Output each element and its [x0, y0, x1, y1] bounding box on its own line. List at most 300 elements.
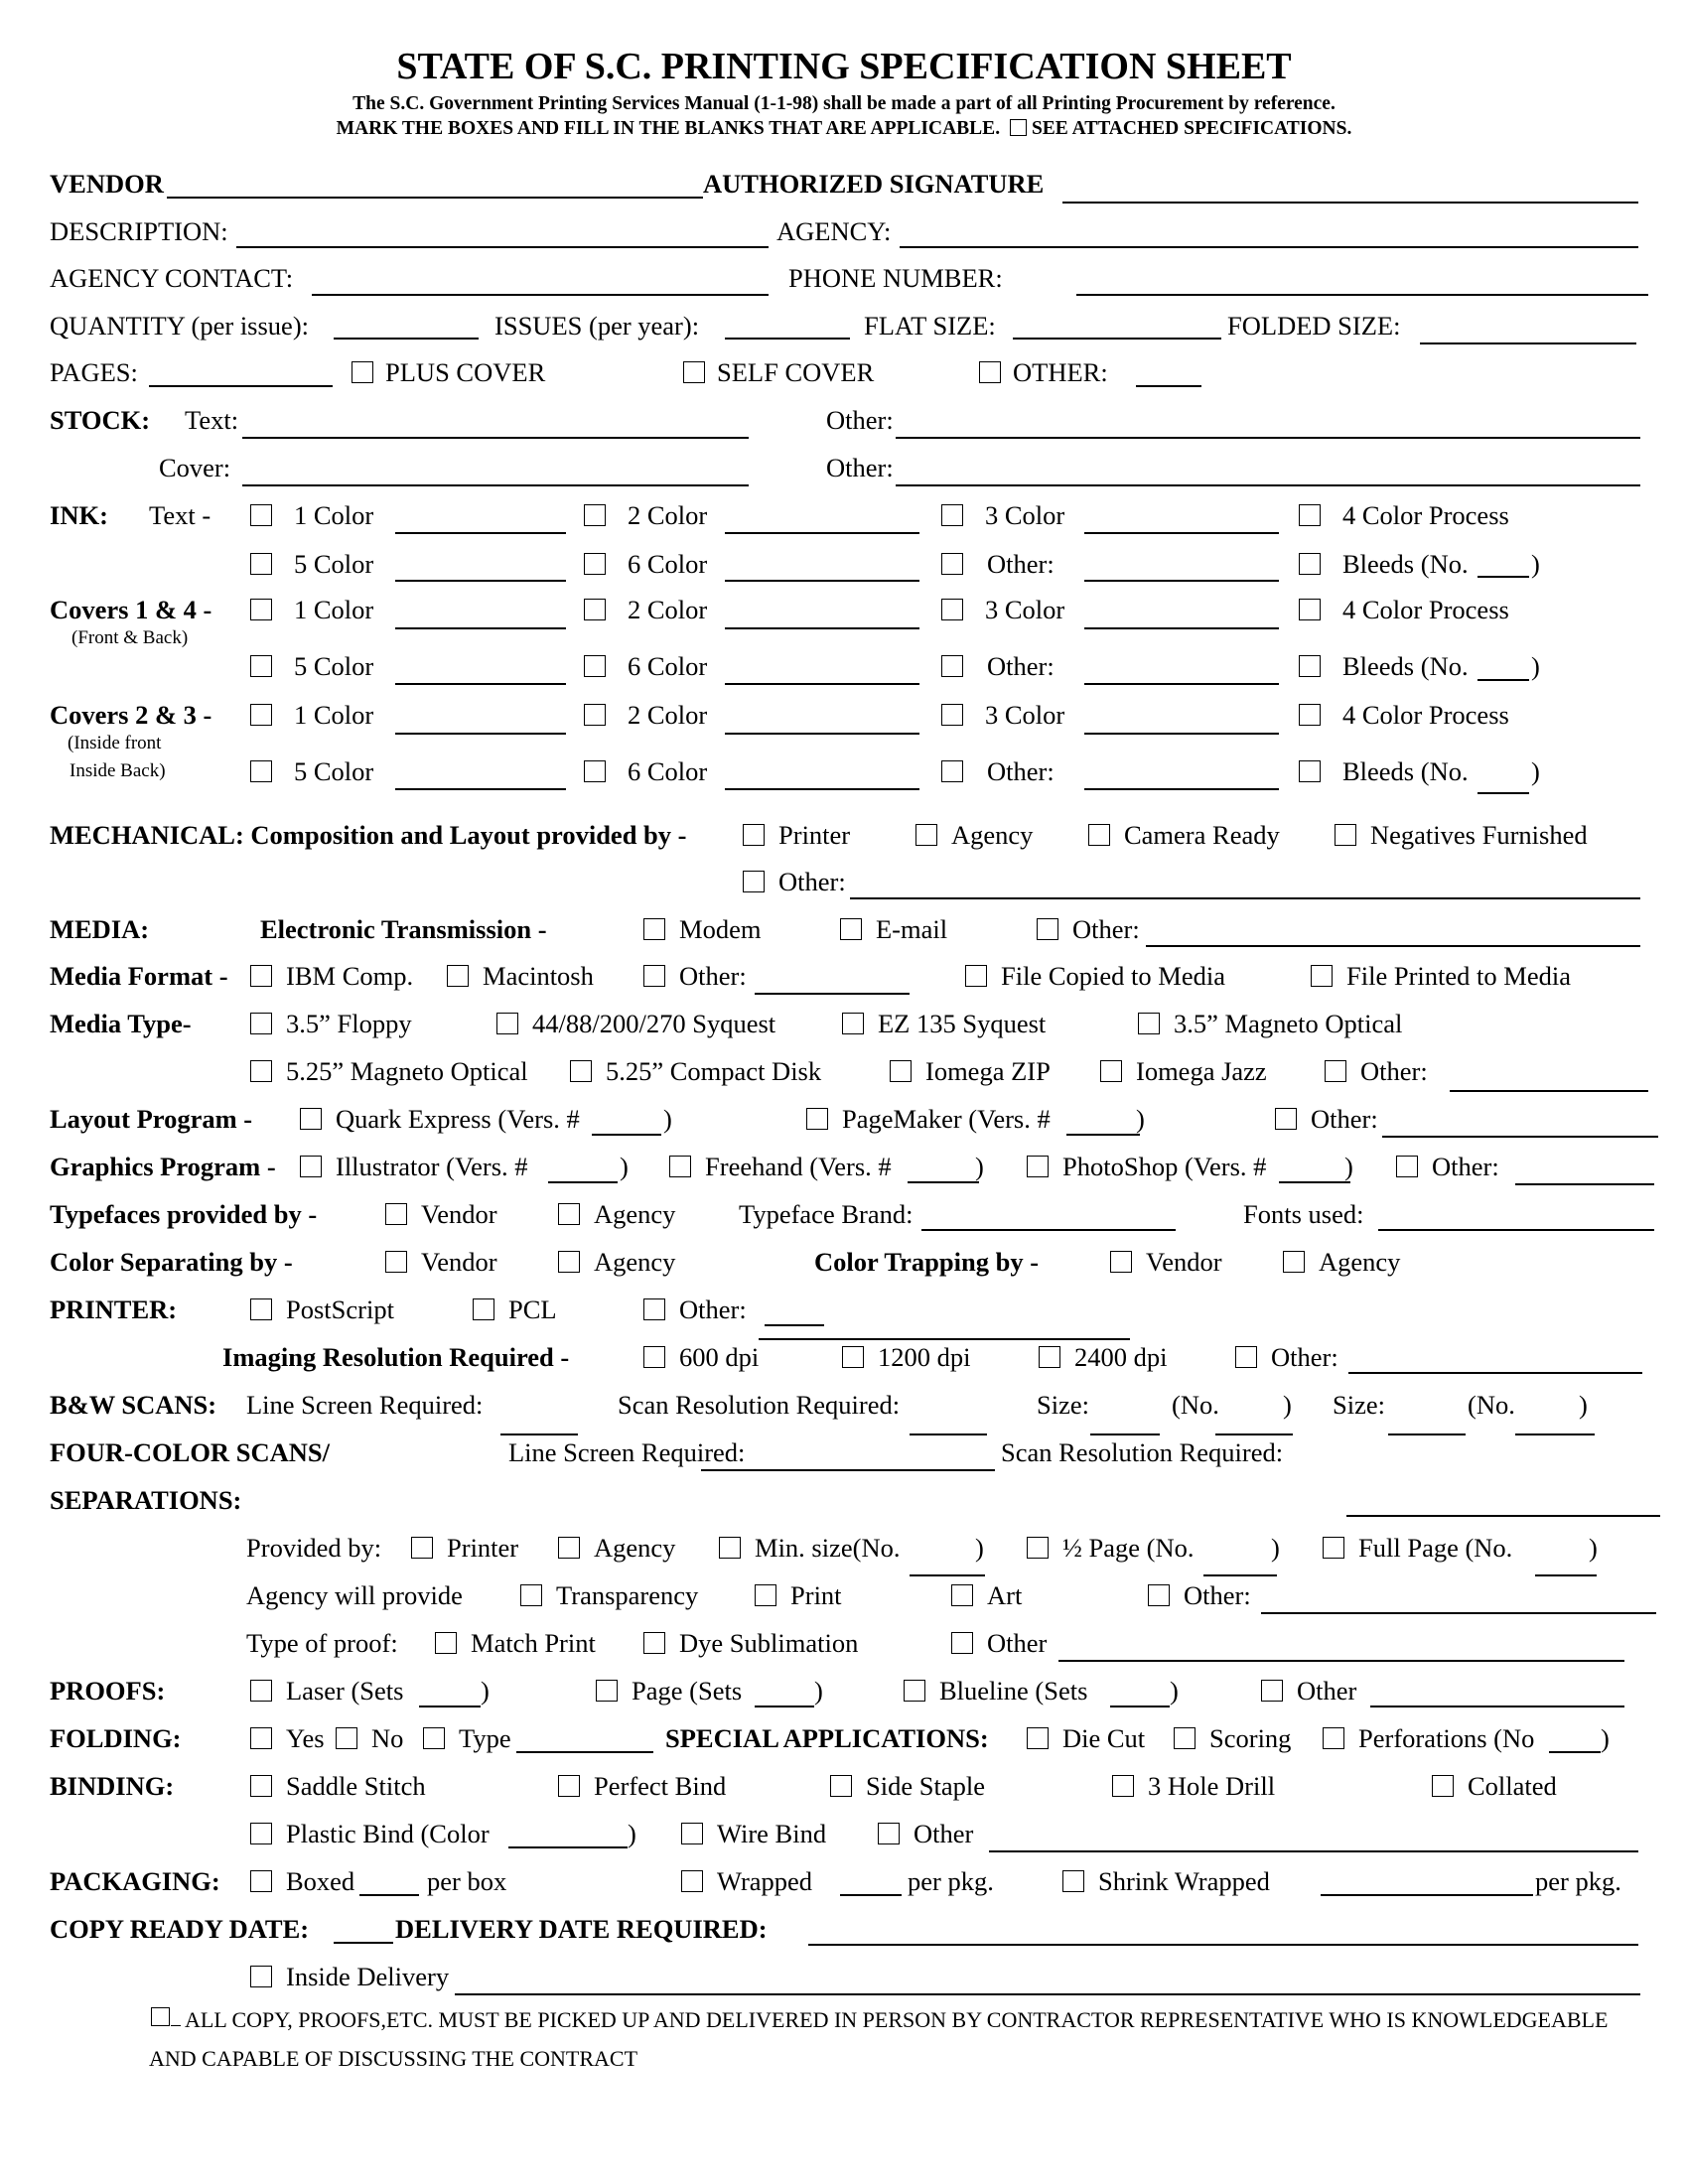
dpi-other-checkbox[interactable] [1235, 1346, 1257, 1368]
description-label: DESCRIPTION: [50, 216, 228, 246]
proof-type-other-field[interactable] [1058, 1660, 1624, 1662]
bw-no-field-2[interactable] [1515, 1433, 1595, 1435]
provide-art-checkbox[interactable] [951, 1584, 973, 1606]
perforations-paren: ) [1601, 1723, 1610, 1753]
ink-c23-6color-checkbox[interactable] [584, 760, 606, 782]
ink-c23-bleeds-paren: ) [1531, 756, 1540, 786]
stock-text-field[interactable] [242, 437, 749, 439]
proofs-page-checkbox[interactable] [596, 1680, 618, 1702]
dpi600-label: 600 dpi [679, 1342, 760, 1372]
ink-c23-bleeds-checkbox[interactable] [1299, 760, 1321, 782]
stock-cover-field[interactable] [242, 484, 749, 486]
ink-text-4color-checkbox[interactable] [1299, 504, 1321, 526]
full-page-paren: ) [1589, 1533, 1598, 1563]
ink-text-3color-label: 3 Color [985, 500, 1065, 530]
proofs-blueline-paren: ) [1170, 1676, 1179, 1706]
min-size-checkbox[interactable] [719, 1537, 741, 1559]
media-modem-checkbox[interactable] [643, 918, 665, 940]
bw-scan-resolution-label: Scan Resolution Required: [618, 1390, 901, 1420]
fonts-used-field[interactable] [1378, 1229, 1654, 1231]
folding-type-label: Type [459, 1723, 511, 1753]
ink-text-bleeds-field[interactable] [1477, 576, 1529, 578]
fc-scan-resolution-label: Scan Resolution Required: [1001, 1437, 1284, 1467]
packaging-wrapped-label: Wrapped [717, 1866, 813, 1896]
full-page-checkbox[interactable] [1323, 1537, 1344, 1559]
fc-line-screen-label: Line Screen Required: [508, 1437, 746, 1467]
mechanical-camera-ready-label: Camera Ready [1124, 820, 1280, 850]
printer-other-field[interactable] [765, 1324, 824, 1326]
printer-postscript-checkbox[interactable] [250, 1298, 272, 1320]
ink-c23-5color-checkbox[interactable] [250, 760, 272, 782]
ink-c23-bleeds-label: Bleeds (No. [1342, 756, 1469, 786]
layout-program-label: Layout Program - [50, 1104, 253, 1134]
agency-field[interactable] [900, 246, 1638, 248]
layout-other-checkbox[interactable] [1275, 1108, 1297, 1130]
layout-quark-checkbox[interactable] [300, 1108, 322, 1130]
bw-line-screen-field[interactable] [500, 1433, 578, 1435]
media-type-label: Media Type- [50, 1009, 192, 1038]
ink-c23-1color-label: 1 Color [294, 700, 374, 730]
graphics-illustrator-label: Illustrator (Vers. # [336, 1152, 528, 1181]
proofs-other-field[interactable] [1370, 1706, 1624, 1707]
ink-c14-bleeds-field[interactable] [1477, 679, 1529, 681]
ink-c14-6color-checkbox[interactable] [584, 655, 606, 677]
printer-pcl-checkbox[interactable] [473, 1298, 494, 1320]
type-jazz-label: Iomega Jazz [1136, 1056, 1267, 1086]
type-zip-checkbox[interactable] [890, 1060, 912, 1082]
ink-text-5color-field[interactable] [395, 580, 566, 582]
printer-pcl-label: PCL [508, 1295, 557, 1324]
provided-printer-checkbox[interactable] [411, 1537, 433, 1559]
proofs-laser-label: Laser (Sets [286, 1676, 404, 1706]
electronic-transmission-label: Electronic Transmission - [260, 914, 547, 944]
type-cd525-checkbox[interactable] [570, 1060, 592, 1082]
type-cd525-label: 5.25” Compact Disk [606, 1056, 822, 1086]
media-format-label: Media Format - [50, 961, 228, 991]
packaging-label: PACKAGING: [50, 1866, 220, 1896]
issues-field[interactable] [725, 338, 850, 340]
covers23-label: Covers 2 & 3 - [50, 700, 212, 730]
packaging-shrink-checkbox[interactable] [1062, 1870, 1084, 1892]
separating-vendor-checkbox[interactable] [385, 1251, 407, 1273]
separations-label: SEPARATIONS: [50, 1485, 242, 1515]
layout-pagemaker-version-field[interactable] [1066, 1134, 1140, 1136]
format-ibm-label: IBM Comp. [286, 961, 414, 991]
provide-print-checkbox[interactable] [755, 1584, 776, 1606]
attached-specs-checkbox[interactable] [1010, 119, 1027, 136]
issues-label: ISSUES (per year): [494, 311, 700, 341]
min-size-paren: ) [975, 1533, 984, 1563]
trapping-vendor-checkbox[interactable] [1110, 1251, 1132, 1273]
ink-text-2color-checkbox[interactable] [584, 504, 606, 526]
binding-wire-checkbox[interactable] [681, 1823, 703, 1844]
scoring-checkbox[interactable] [1174, 1727, 1196, 1749]
bw-size-field-2[interactable] [1388, 1433, 1466, 1435]
binding-other-checkbox[interactable] [878, 1823, 900, 1844]
footer-acknowledge-checkbox[interactable] [151, 2007, 170, 2026]
printer-other-checkbox[interactable] [643, 1298, 665, 1320]
ink-c14-bleeds-label: Bleeds (No. [1342, 651, 1469, 681]
ink-text-6color-field[interactable] [725, 580, 919, 582]
dpi-other-field[interactable] [1348, 1372, 1642, 1374]
typefaces-agency-label: Agency [594, 1199, 676, 1229]
media-other-checkbox[interactable] [1037, 918, 1058, 940]
inside-delivery-field[interactable] [455, 1993, 1640, 1995]
printer-other-label: Other: [679, 1295, 747, 1324]
type-mo35-label: 3.5” Magneto Optical [1174, 1009, 1403, 1038]
graphics-other-field[interactable] [1515, 1183, 1654, 1185]
layout-other-field[interactable] [1382, 1136, 1658, 1138]
half-page-paren: ) [1271, 1533, 1280, 1563]
format-mac-checkbox[interactable] [447, 965, 469, 987]
ink-c14-3color-checkbox[interactable] [941, 599, 963, 620]
proofs-blueline-checkbox[interactable] [904, 1680, 925, 1702]
ink-text-3color-checkbox[interactable] [941, 504, 963, 526]
other-cover-label: OTHER: [1013, 357, 1108, 387]
ink-label: INK: [50, 500, 108, 530]
graphics-freehand-checkbox[interactable] [669, 1156, 691, 1177]
type-other-field[interactable] [1450, 1090, 1648, 1092]
layout-pagemaker-checkbox[interactable] [806, 1108, 828, 1130]
graphics-freehand-label: Freehand (Vers. # [705, 1152, 892, 1181]
bw-size-label-1: Size: [1037, 1390, 1089, 1420]
mechanical-other-field[interactable] [850, 897, 1640, 899]
provided-by-label: Provided by: [246, 1533, 382, 1563]
stock-cover-other-field[interactable] [896, 484, 1640, 486]
folding-yes-checkbox[interactable] [250, 1727, 272, 1749]
binding-hole-drill-checkbox[interactable] [1112, 1775, 1134, 1797]
layout-quark-paren: ) [663, 1104, 672, 1134]
match-print-checkbox[interactable] [435, 1632, 457, 1654]
media-other-field[interactable] [1146, 945, 1640, 947]
type-mo525-checkbox[interactable] [250, 1060, 272, 1082]
packaging-wrapped-checkbox[interactable] [681, 1870, 703, 1892]
layout-quark-version-field[interactable] [592, 1134, 661, 1136]
binding-other-label: Other [914, 1819, 974, 1848]
binding-plastic-checkbox[interactable] [250, 1823, 272, 1844]
min-size-field[interactable] [910, 1574, 985, 1576]
perforations-field[interactable] [1549, 1751, 1601, 1753]
binding-perfect-checkbox[interactable] [558, 1775, 580, 1797]
graphics-illustrator-paren: ) [620, 1152, 629, 1181]
ink-text-label: Text - [149, 500, 211, 530]
binding-saddle-label: Saddle Stitch [286, 1771, 426, 1801]
media-email-checkbox[interactable] [840, 918, 862, 940]
ink-c14-bleeds-checkbox[interactable] [1299, 655, 1321, 677]
packaging-boxed-checkbox[interactable] [250, 1870, 272, 1892]
ink-c14-1color-checkbox[interactable] [250, 599, 272, 620]
trapping-agency-checkbox[interactable] [1283, 1251, 1305, 1273]
packaging-shrink-label: Shrink Wrapped [1098, 1866, 1270, 1896]
ink-text-3color-field[interactable] [1084, 532, 1279, 534]
copy-ready-date-field[interactable] [334, 1942, 393, 1944]
ink-c23-1color-checkbox[interactable] [250, 704, 272, 726]
delivery-date-label: DELIVERY DATE REQUIRED: [395, 1914, 768, 1944]
separating-vendor-label: Vendor [421, 1247, 497, 1277]
media-email-label: E-mail [876, 914, 948, 944]
bw-no-paren-2: ) [1579, 1390, 1588, 1420]
vendor-field[interactable] [167, 197, 703, 199]
packaging-per-box-label: per box [427, 1866, 507, 1896]
typefaces-vendor-label: Vendor [421, 1199, 497, 1229]
type-jazz-checkbox[interactable] [1100, 1060, 1122, 1082]
media-other-label: Other: [1072, 914, 1140, 944]
mechanical-other-label: Other: [778, 867, 846, 896]
mechanical-negatives-checkbox[interactable] [1335, 824, 1356, 846]
folded-size-field[interactable] [1420, 342, 1636, 344]
provided-agency-checkbox[interactable] [558, 1537, 580, 1559]
stock-label: STOCK: [50, 405, 151, 435]
dpi2400-checkbox[interactable] [1039, 1346, 1060, 1368]
ink-text-other-field[interactable] [1084, 580, 1279, 582]
attached-specs-label: SEE ATTACHED SPECIFICATIONS. [1031, 118, 1352, 139]
ink-c23-3color-field[interactable] [1084, 733, 1279, 735]
ink-c14-other-checkbox[interactable] [941, 655, 963, 677]
ink-c14-5color-checkbox[interactable] [250, 655, 272, 677]
ink-c14-5color-field[interactable] [395, 683, 566, 685]
ink-text-5color-checkbox[interactable] [250, 553, 272, 575]
full-page-field[interactable] [1535, 1574, 1597, 1576]
graphics-photoshop-checkbox[interactable] [1027, 1156, 1049, 1177]
separating-agency-checkbox[interactable] [558, 1251, 580, 1273]
type-zip-label: Iomega ZIP [925, 1056, 1051, 1086]
ink-text-2color-field[interactable] [725, 532, 919, 534]
min-size-label: Min. size(No. [755, 1533, 901, 1563]
proofs-label: PROOFS: [50, 1676, 166, 1706]
format-other-checkbox[interactable] [643, 965, 665, 987]
instruction-note [0, 119, 1688, 139]
bw-scan-resolution-field[interactable] [910, 1433, 987, 1435]
ink-c23-bleeds-field[interactable] [1477, 792, 1529, 794]
vendor-label: VENDOR [50, 169, 164, 199]
packaging-wrapped-field[interactable] [840, 1894, 902, 1896]
proofs-other-checkbox[interactable] [1261, 1680, 1283, 1702]
printer-postscript-label: PostScript [286, 1295, 394, 1324]
graphics-other-checkbox[interactable] [1396, 1156, 1418, 1177]
pages-label: PAGES: [50, 357, 138, 387]
ink-text-1color-field[interactable] [395, 532, 566, 534]
format-printed-checkbox[interactable] [1311, 965, 1333, 987]
ink-c14-4color-checkbox[interactable] [1299, 599, 1321, 620]
type-syquest-checkbox[interactable] [496, 1013, 518, 1034]
media-modem-label: Modem [679, 914, 762, 944]
dpi1200-checkbox[interactable] [842, 1346, 864, 1368]
ink-c14-6color-field[interactable] [725, 683, 919, 685]
trapping-vendor-label: Vendor [1146, 1247, 1222, 1277]
die-cut-label: Die Cut [1062, 1723, 1146, 1753]
proofs-page-paren: ) [814, 1676, 823, 1706]
plus-cover-label: PLUS COVER [385, 357, 546, 387]
mechanical-agency-checkbox[interactable] [915, 824, 937, 846]
provide-transparency-checkbox[interactable] [520, 1584, 542, 1606]
half-page-field[interactable] [1203, 1574, 1277, 1576]
self-cover-label: SELF COVER [717, 357, 875, 387]
imaging-resolution-label: Imaging Resolution Required - [222, 1342, 570, 1372]
format-ibm-checkbox[interactable] [250, 965, 272, 987]
page-title: STATE OF S.C. PRINTING SPECIFICATION SHEET [396, 46, 1292, 87]
graphics-freehand-version-field[interactable] [908, 1181, 979, 1183]
mechanical-label: MECHANICAL: Composition and Layout provided by - [50, 820, 687, 850]
ink-text-2color-label: 2 Color [628, 500, 708, 530]
folding-type-field[interactable] [516, 1751, 653, 1753]
graphics-freehand-paren: ) [975, 1152, 984, 1181]
inside-delivery-label: Inside Delivery [286, 1962, 450, 1991]
provide-other-checkbox[interactable] [1148, 1584, 1170, 1606]
other-cover-checkbox[interactable] [979, 361, 1001, 383]
four-color-scans-label: FOUR-COLOR SCANS/ [50, 1437, 330, 1467]
ink-c23-other-label: Other: [987, 756, 1055, 786]
authorized-signature-field[interactable] [1062, 202, 1638, 204]
footer-checkbox-underline [171, 2025, 181, 2026]
mechanical-printer-checkbox[interactable] [743, 824, 765, 846]
perforations-checkbox[interactable] [1323, 1727, 1344, 1749]
folding-no-label: No [371, 1723, 404, 1753]
type-mo35-checkbox[interactable] [1138, 1013, 1160, 1034]
ink-c23-other-field[interactable] [1084, 788, 1279, 790]
folding-label: FOLDING: [50, 1723, 182, 1753]
typefaces-agency-checkbox[interactable] [558, 1203, 580, 1225]
inside-delivery-checkbox[interactable] [250, 1966, 272, 1987]
ink-c23-5color-label: 5 Color [294, 756, 374, 786]
binding-wire-label: Wire Bind [717, 1819, 827, 1848]
provide-other-label: Other: [1184, 1580, 1251, 1610]
flat-size-field[interactable] [1013, 338, 1221, 340]
provide-art-label: Art [987, 1580, 1023, 1610]
self-cover-checkbox[interactable] [683, 361, 705, 383]
binding-label: BINDING: [50, 1771, 175, 1801]
agency-provide-label: Agency will provide [246, 1580, 463, 1610]
ink-c14-2color-checkbox[interactable] [584, 599, 606, 620]
dpi600-checkbox[interactable] [643, 1346, 665, 1368]
format-other-field[interactable] [755, 993, 910, 995]
folding-no-checkbox[interactable] [336, 1727, 357, 1749]
ink-c14-2color-field[interactable] [725, 627, 919, 629]
quantity-field[interactable] [334, 338, 479, 340]
packaging-boxed-label: Boxed [286, 1866, 355, 1896]
format-printed-label: File Printed to Media [1346, 961, 1571, 991]
fc-scan-resolution-field[interactable] [1346, 1515, 1660, 1517]
typefaces-vendor-checkbox[interactable] [385, 1203, 407, 1225]
die-cut-checkbox[interactable] [1027, 1727, 1049, 1749]
ink-c23-5color-field[interactable] [395, 788, 566, 790]
type-floppy-checkbox[interactable] [250, 1013, 272, 1034]
graphics-photoshop-version-field[interactable] [1279, 1181, 1350, 1183]
proofs-page-label: Page (Sets [632, 1676, 743, 1706]
stock-text-other-label: Other: [826, 405, 894, 435]
manual-note: The S.C. Government Printing Services Manual (1-1-98) shall be made a part of all Printing Procurement by reference. [352, 93, 1336, 114]
format-mac-label: Macintosh [483, 961, 594, 991]
trapping-agency-label: Agency [1319, 1247, 1401, 1277]
binding-other-field[interactable] [989, 1850, 1638, 1852]
ink-c23-3color-label: 3 Color [985, 700, 1065, 730]
proofs-laser-checkbox[interactable] [250, 1680, 272, 1702]
packaging-shrink-field[interactable] [1321, 1894, 1533, 1896]
description-field[interactable] [236, 246, 769, 248]
printer-label: PRINTER: [50, 1295, 178, 1324]
ink-c14-4color-label: 4 Color Process [1342, 595, 1509, 624]
plus-cover-checkbox[interactable] [352, 361, 373, 383]
proofs-laser-field[interactable] [419, 1706, 481, 1707]
layout-pagemaker-label: PageMaker (Vers. # [842, 1104, 1051, 1134]
type-other-checkbox[interactable] [1325, 1060, 1346, 1082]
half-page-checkbox[interactable] [1027, 1537, 1049, 1559]
binding-side-staple-checkbox[interactable] [830, 1775, 852, 1797]
ink-text-other-label: Other: [987, 549, 1055, 579]
graphics-illustrator-version-field[interactable] [548, 1181, 618, 1183]
proofs-blueline-field[interactable] [1110, 1706, 1170, 1707]
provided-printer-label: Printer [447, 1533, 519, 1563]
ink-text-other-checkbox[interactable] [941, 553, 963, 575]
dpi1200-label: 1200 dpi [878, 1342, 971, 1372]
proof-type-other-label: Other [987, 1628, 1048, 1658]
format-other-label: Other: [679, 961, 747, 991]
proofs-other-label: Other [1297, 1676, 1357, 1706]
ink-c23-3color-checkbox[interactable] [941, 704, 963, 726]
proof-type-other-checkbox[interactable] [951, 1632, 973, 1654]
binding-plastic-paren: ) [628, 1819, 636, 1848]
packaging-boxed-field[interactable] [359, 1894, 419, 1896]
binding-collated-checkbox[interactable] [1432, 1775, 1454, 1797]
dye-sub-label: Dye Sublimation [679, 1628, 859, 1658]
ink-c23-1color-field[interactable] [395, 733, 566, 735]
typeface-brand-field[interactable] [921, 1229, 1176, 1231]
ink-c23-other-checkbox[interactable] [941, 760, 963, 782]
scoring-label: Scoring [1209, 1723, 1292, 1753]
proofs-page-field[interactable] [755, 1706, 814, 1707]
mechanical-other-checkbox[interactable] [743, 871, 765, 892]
type-ez135-checkbox[interactable] [842, 1013, 864, 1034]
ink-text-bleeds-checkbox[interactable] [1299, 553, 1321, 575]
other-cover-field[interactable] [1136, 385, 1201, 387]
ink-text-1color-checkbox[interactable] [250, 504, 272, 526]
folding-type-checkbox[interactable] [423, 1727, 445, 1749]
ink-c14-1color-label: 1 Color [294, 595, 374, 624]
ink-c14-other-field[interactable] [1084, 683, 1279, 685]
mechanical-camera-ready-checkbox[interactable] [1088, 824, 1110, 846]
stock-text-other-field[interactable] [896, 437, 1640, 439]
bw-no-field-1[interactable] [1215, 1433, 1293, 1435]
ink-c23-2color-field[interactable] [725, 733, 919, 735]
ink-c14-1color-field[interactable] [395, 627, 566, 629]
ink-c14-2color-label: 2 Color [628, 595, 708, 624]
fc-line-screen-field[interactable] [701, 1469, 995, 1471]
ink-c23-6color-field[interactable] [725, 788, 919, 790]
graphics-illustrator-checkbox[interactable] [300, 1156, 322, 1177]
graphics-photoshop-label: PhotoShop (Vers. # [1062, 1152, 1267, 1181]
ink-text-5color-label: 5 Color [294, 549, 374, 579]
provide-transparency-label: Transparency [556, 1580, 699, 1610]
dye-sub-checkbox[interactable] [643, 1632, 665, 1654]
layout-pagemaker-paren: ) [1136, 1104, 1145, 1134]
ink-c23-4color-checkbox[interactable] [1299, 704, 1321, 726]
phone-number-field[interactable] [1076, 294, 1648, 296]
match-print-label: Match Print [471, 1628, 596, 1658]
ink-c23-2color-label: 2 Color [628, 700, 708, 730]
provide-other-field[interactable] [1261, 1612, 1656, 1614]
pages-field[interactable] [149, 385, 333, 387]
half-page-label: ½ Page (No. [1062, 1533, 1195, 1563]
binding-saddle-checkbox[interactable] [250, 1775, 272, 1797]
bw-size-field-1[interactable] [1090, 1433, 1160, 1435]
binding-plastic-color-field[interactable] [508, 1846, 628, 1848]
agency-contact-field[interactable] [312, 294, 769, 296]
full-page-label: Full Page (No. [1358, 1533, 1513, 1563]
ink-c23-2color-checkbox[interactable] [584, 704, 606, 726]
format-copied-checkbox[interactable] [965, 965, 987, 987]
ink-text-6color-checkbox[interactable] [584, 553, 606, 575]
delivery-date-field[interactable] [808, 1944, 1638, 1946]
ink-c14-3color-field[interactable] [1084, 627, 1279, 629]
